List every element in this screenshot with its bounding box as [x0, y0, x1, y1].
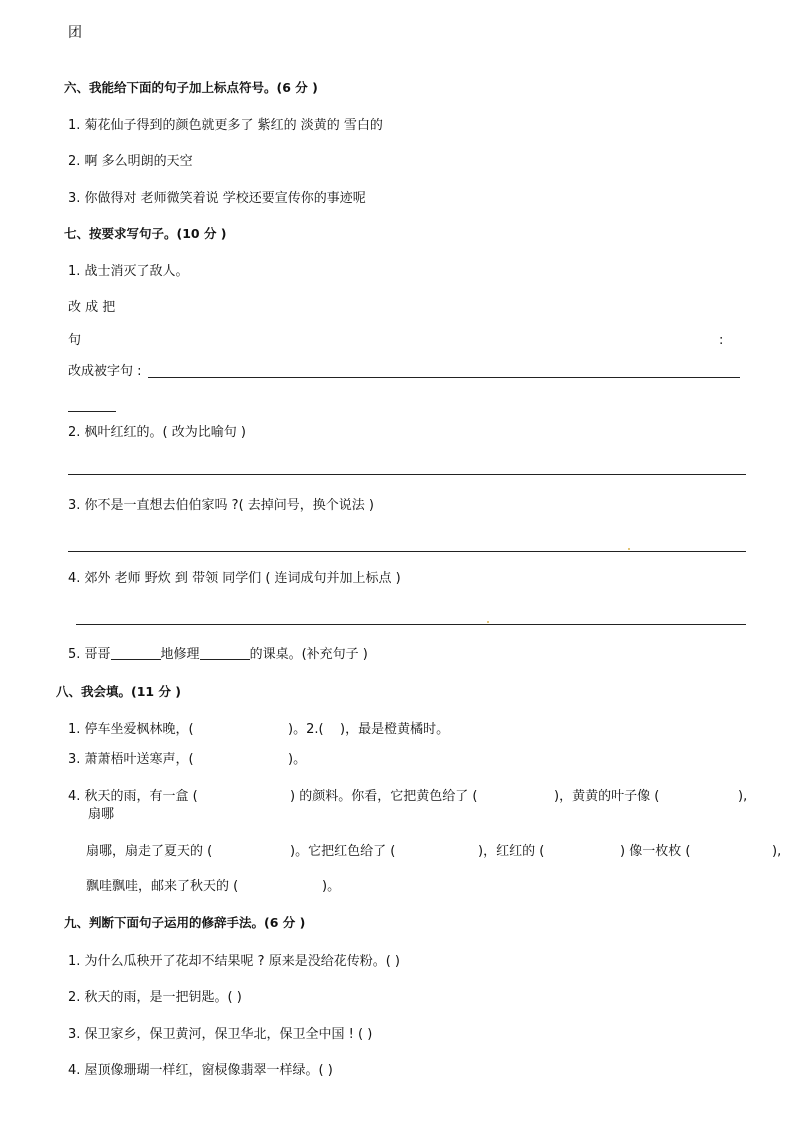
- sec7-q2-answer-line[interactable]: [68, 474, 746, 475]
- sec8-line-1b: )。2.(: [288, 722, 324, 737]
- sec7-q4: 4. 郊外 老师 野炊 到 带领 同学们 ( 连词成句并加上标点 ): [68, 571, 401, 586]
- sec8-line-4b: )。它把红色给了 (: [290, 844, 396, 859]
- sec7-q2: 2. 枫叶红红的。( 改为比喻句 ): [68, 425, 246, 440]
- sec7-q5-part-1: 5. 哥哥: [68, 647, 111, 662]
- sec7-q5-blank-1[interactable]: [111, 646, 161, 660]
- sec7-q3: 3. 你不是一直想去伯伯家吗 ?( 去掉问号，换个说法 ): [68, 498, 374, 513]
- top-character: 团: [68, 25, 82, 41]
- sec8-line-5a: 飘哇飘哇，邮来了秋天的 (: [86, 879, 239, 894]
- section-6-heading: 六、我能给下面的句子加上标点符号。(6 分 ): [64, 80, 318, 95]
- print-speck-2: [487, 621, 489, 623]
- sec7-q5: [68, 646, 368, 661]
- sec6-item-1: 1. 菊花仙子得到的颜色就更多了 紫红的 淡黄的 雪白的: [68, 118, 383, 133]
- sec7-q1-ba-label: 改 成 把: [68, 300, 116, 315]
- sec8-line-5b: )。: [322, 879, 341, 894]
- sec8-line-3c: )，黄黄的叶子像 (: [554, 789, 660, 804]
- sec8-line-4a: 扇哪，扇走了夏天的 (: [86, 844, 213, 859]
- section-9-heading: 九、判断下面句子运用的修辞手法。(6 分 ): [64, 915, 306, 930]
- sec7-q5-part-2: 地修理: [160, 647, 200, 662]
- sec9-item-1: 1. 为什么瓜秧开了花却不结果呢 ? 原来是没给花传粉。( ): [68, 954, 400, 969]
- sec8-line-2b: )。: [288, 752, 307, 767]
- sec7-q1-bei-label: 改成被字句 :: [68, 364, 142, 379]
- sec6-item-2: 2. 啊 多么明朗的天空: [68, 154, 193, 169]
- sec7-q4-answer-line[interactable]: [76, 624, 746, 625]
- sec8-line-1a: 1. 停车坐爱枫林晚，(: [68, 722, 194, 737]
- sec8-line-3d: ),: [738, 789, 748, 804]
- sec8-line-3a: 4. 秋天的雨，有一盒 (: [68, 789, 198, 804]
- sec8-line-2a: 3. 萧萧梧叶送寒声，(: [68, 752, 194, 767]
- sec7-q1: 1. 战士消灭了敌人。: [68, 264, 189, 279]
- sec6-item-3: 3. 你做得对 老师微笑着说 学校还要宣传你的事迹呢: [68, 191, 366, 206]
- sec7-q1-answer-line[interactable]: [148, 377, 740, 378]
- sec7-q1-answer-line-2[interactable]: [68, 411, 116, 412]
- sec8-line-4d: ) 像一枚枚 (: [620, 844, 691, 859]
- sec7-q1-colon: :: [719, 333, 724, 348]
- sec7-q5-part-3: 的课桌。(补充句子 ): [249, 647, 368, 662]
- section-7-heading: 七、按要求写句子。(10 分 ): [64, 226, 227, 241]
- sec8-line-4e: ),: [772, 844, 782, 859]
- sec8-line-1c: )，最是橙黄橘时。: [340, 722, 450, 737]
- print-speck: [628, 548, 630, 550]
- sec9-item-2: 2. 秋天的雨，是一把钥匙。( ): [68, 990, 242, 1005]
- section-8-heading: 八、我会填。(11 分 ): [56, 684, 182, 699]
- sec9-item-4: 4. 屋顶像珊瑚一样红，窗棂像翡翠一样绿。( ): [68, 1063, 333, 1078]
- sec7-q1-ba-label-2: 句: [68, 333, 82, 348]
- sec9-item-3: 3. 保卫家乡，保卫黄河，保卫华北，保卫全中国 ! ( ): [68, 1027, 373, 1042]
- sec7-q5-blank-2[interactable]: [200, 646, 250, 660]
- sec8-line-3e: 扇哪: [88, 807, 115, 822]
- sec8-line-4c: )，红红的 (: [478, 844, 545, 859]
- sec8-line-3b: ) 的颜料。你看，它把黄色给了 (: [290, 789, 478, 804]
- sec7-q3-answer-line[interactable]: [68, 551, 746, 552]
